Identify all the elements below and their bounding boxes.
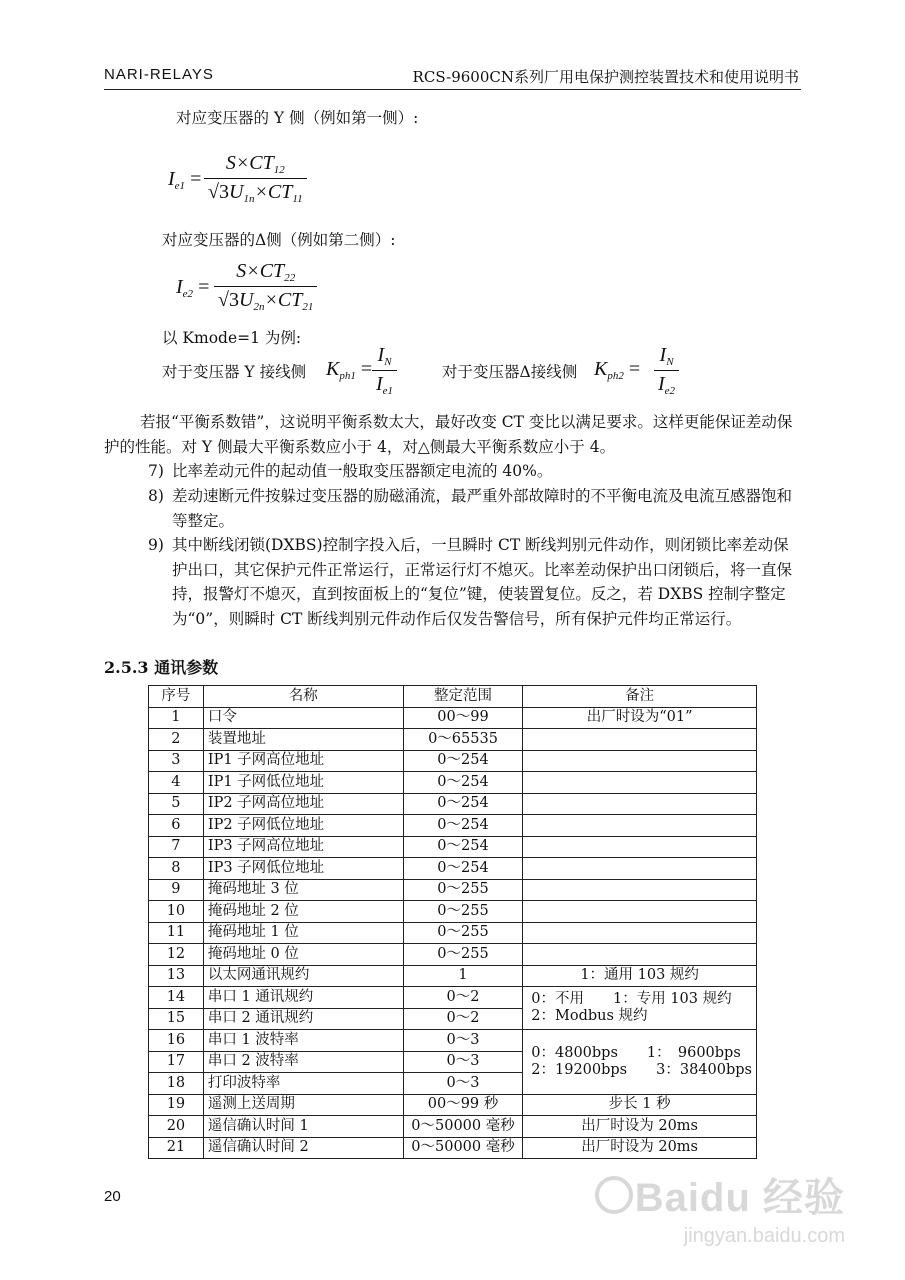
cell-no: 4: [149, 772, 204, 794]
cell-range: 0～254: [403, 750, 523, 772]
k1-label: 对于变压器 Y 接线侧: [162, 363, 307, 381]
cell-no: 20: [149, 1116, 204, 1138]
formula1-lhs: $I_{e1}$ =: [168, 168, 202, 192]
header-doc-title: RCS-9600CN系列厂用电保护测控装置技术和使用说明书: [412, 68, 799, 86]
cell-range: 0～3: [403, 1030, 523, 1052]
cell-range: 0～50000 毫秒: [403, 1137, 523, 1159]
cell-note: [523, 858, 757, 880]
cell-name: 串口 2 通讯规约: [203, 1008, 403, 1030]
cell-note: [523, 922, 757, 944]
k2-label: 对于变压器Δ接线侧: [442, 363, 578, 381]
cell-no: 16: [149, 1030, 204, 1052]
cell-name: 掩码地址 0 位: [203, 944, 403, 966]
cell-range: 00～99 秒: [403, 1094, 523, 1116]
cell-range: 00～99: [403, 707, 523, 729]
cell-no: 3: [149, 750, 204, 772]
table-row: [149, 836, 757, 858]
k2-lhs: $K_{ph2}$ =: [594, 358, 641, 382]
table-row: [149, 1137, 757, 1159]
col-header-note: 备注: [523, 686, 757, 708]
table-row: [149, 944, 757, 966]
cell-name: IP3 子网低位地址: [203, 858, 403, 880]
cell-note: [523, 879, 757, 901]
cell-range: 0～255: [403, 901, 523, 923]
table-row: [149, 1116, 757, 1138]
cell-no: 11: [149, 922, 204, 944]
cell-range: 0～254: [403, 815, 523, 837]
table-row: [149, 987, 757, 1009]
header-divider: [104, 89, 801, 90]
table-row: [149, 729, 757, 751]
cell-range: 0～65535: [403, 729, 523, 751]
y-side-intro: 对应变压器的 Y 侧（例如第一侧）:: [176, 109, 419, 127]
cell-name: 以太网通讯规约: [203, 965, 403, 987]
cell-name: 掩码地址 1 位: [203, 922, 403, 944]
table-row: [149, 707, 757, 729]
cell-note: 出厂时设为 20ms: [523, 1137, 757, 1159]
delta-side-intro: 对应变压器的Δ侧（例如第二侧）:: [162, 231, 396, 249]
cell-name: IP3 子网高位地址: [203, 836, 403, 858]
page-number: 20: [104, 1188, 121, 1205]
table-row: [149, 1094, 757, 1116]
k2-fraction: $\frac{I_N}{I_{e2}}$: [654, 344, 679, 397]
cell-no: 18: [149, 1073, 204, 1095]
table-row: [149, 793, 757, 815]
col-header-range: 整定范围: [403, 686, 523, 708]
cell-name: 遥测上送周期: [203, 1094, 403, 1116]
table-row: [149, 922, 757, 944]
cell-range: 0～255: [403, 922, 523, 944]
cell-range: 0～254: [403, 858, 523, 880]
cell-note: 出厂时设为“01”: [523, 707, 757, 729]
cell-no: 7: [149, 836, 204, 858]
table-row: [149, 750, 757, 772]
table-row: [149, 879, 757, 901]
list-item: 9) 其中断线闭锁(DXBS)控制字投入后，一旦瞬时 CT 断线判别元件动作，则闭锁比率差动保护出口，其它保护元件正常运行，正常运行灯不熄灭。比率差动保护出口闭锁后，将一直保持，报警灯不熄灭，直到按面板上的“复位”键，使装置复位。反之，若 DXBS 控制字整定为“0”，则瞬时 CT 断线判别元件动作后仅发告警信号，所有保护元件均正常运行。: [148, 536, 793, 628]
cell-name: 掩码地址 2 位: [203, 901, 403, 923]
cell-range: 0～254: [403, 772, 523, 794]
cell-no: 15: [149, 1008, 204, 1030]
table-header-row: [149, 686, 757, 708]
formula2-fraction: $\frac{S\times CT_{22}}{√3U_{2n}\times CT_{21}}$: [214, 260, 317, 313]
table-row: [149, 1030, 757, 1052]
cell-range: 0～254: [403, 836, 523, 858]
cell-name: 装置地址: [203, 729, 403, 751]
cell-note: [523, 793, 757, 815]
table-row: [149, 858, 757, 880]
cell-name: IP1 子网高位地址: [203, 750, 403, 772]
watermark: [593, 1166, 845, 1248]
formula1-fraction: $\frac{S\times CT_{12}}{√3U_{1n}\times CT_{11}}$: [204, 152, 307, 205]
cell-name: 遥信确认时间 2: [203, 1137, 403, 1159]
cell-note: [523, 729, 757, 751]
cell-no: 6: [149, 815, 204, 837]
cell-range: 0～254: [403, 793, 523, 815]
baidu-logo: Baidu 经验: [593, 1166, 845, 1223]
cell-no: 10: [149, 901, 204, 923]
cell-no: 21: [149, 1137, 204, 1159]
col-header-name: 名称: [203, 686, 403, 708]
cell-range: 1: [403, 965, 523, 987]
cell-range: 0～255: [403, 944, 523, 966]
cell-no: 17: [149, 1051, 204, 1073]
cell-range: 0～2: [403, 987, 523, 1009]
cell-note: [523, 901, 757, 923]
kmode-intro: 以 Kmode=1 为例:: [162, 329, 302, 347]
table-row: [149, 965, 757, 987]
cell-name: 串口 1 波特率: [203, 1030, 403, 1052]
cell-no: 2: [149, 729, 204, 751]
cell-no: 13: [149, 965, 204, 987]
cell-note: 1：通用 103 规约: [523, 965, 757, 987]
cell-name: IP2 子网高位地址: [203, 793, 403, 815]
cell-no: 8: [149, 858, 204, 880]
cell-note: [523, 944, 757, 966]
col-header-no: 序号: [149, 686, 204, 708]
cell-no: 19: [149, 1094, 204, 1116]
cell-note: [523, 772, 757, 794]
table-row: [149, 901, 757, 923]
cell-range: 0～2: [403, 1008, 523, 1030]
list-item: 7) 比率差动元件的起动值一般取变压器额定电流的 40%。: [148, 462, 553, 480]
cell-range: 0～3: [403, 1051, 523, 1073]
watermark-url: jingyan.baidu.com: [683, 1225, 845, 1247]
cell-no: 9: [149, 879, 204, 901]
cell-name: 打印波特率: [203, 1073, 403, 1095]
table-row: [149, 772, 757, 794]
cell-note-protocol: 0：不用 1：专用 103 规约 2：Modbus 规约: [523, 987, 757, 1030]
cell-name: 串口 1 通讯规约: [203, 987, 403, 1009]
cell-range: 0～255: [403, 879, 523, 901]
cell-no: 14: [149, 987, 204, 1009]
cell-name: IP2 子网低位地址: [203, 815, 403, 837]
list-item: 8) 差动速断元件按躲过变压器的励磁涌流，最严重外部故障时的不平衡电流及电流互感器饱和等整定。: [148, 487, 793, 530]
cell-no: 5: [149, 793, 204, 815]
formula2-lhs: $I_{e2}$ =: [176, 276, 210, 300]
cell-note: [523, 836, 757, 858]
cell-name: 口令: [203, 707, 403, 729]
section-title: 2.5.3 通讯参数: [104, 658, 219, 677]
cell-note: 出厂时设为 20ms: [523, 1116, 757, 1138]
cell-note: 步长 1 秒: [523, 1094, 757, 1116]
header-brand: NARI-RELAYS: [104, 66, 214, 83]
cell-name: 掩码地址 3 位: [203, 879, 403, 901]
cell-name: 串口 2 波特率: [203, 1051, 403, 1073]
comm-params-table: [148, 685, 757, 1159]
paw-icon: [595, 1176, 633, 1214]
cell-range: 0～50000 毫秒: [403, 1116, 523, 1138]
cell-note-baud: 0：4800bps 1： 9600bps 2：19200bps 3：38400bps: [523, 1030, 757, 1095]
balance-paragraph: 若报“平衡系数错”，这说明平衡系数太大，最好改变 CT 变比以满足要求。这样更能保证差动保护的性能。对 Y 侧最大平衡系数应小于 4，对△侧最大平衡系数应小于 4。: [104, 413, 793, 456]
k1-lhs: $K_{ph1}$ =: [326, 358, 373, 382]
k1-fraction: $\frac{I_N}{I_{e1}}$: [372, 344, 397, 397]
cell-name: 遥信确认时间 1: [203, 1116, 403, 1138]
cell-note: [523, 750, 757, 772]
cell-no: 12: [149, 944, 204, 966]
cell-no: 1: [149, 707, 204, 729]
cell-note: [523, 815, 757, 837]
cell-name: IP1 子网低位地址: [203, 772, 403, 794]
cell-range: 0～3: [403, 1073, 523, 1095]
table-row: [149, 815, 757, 837]
